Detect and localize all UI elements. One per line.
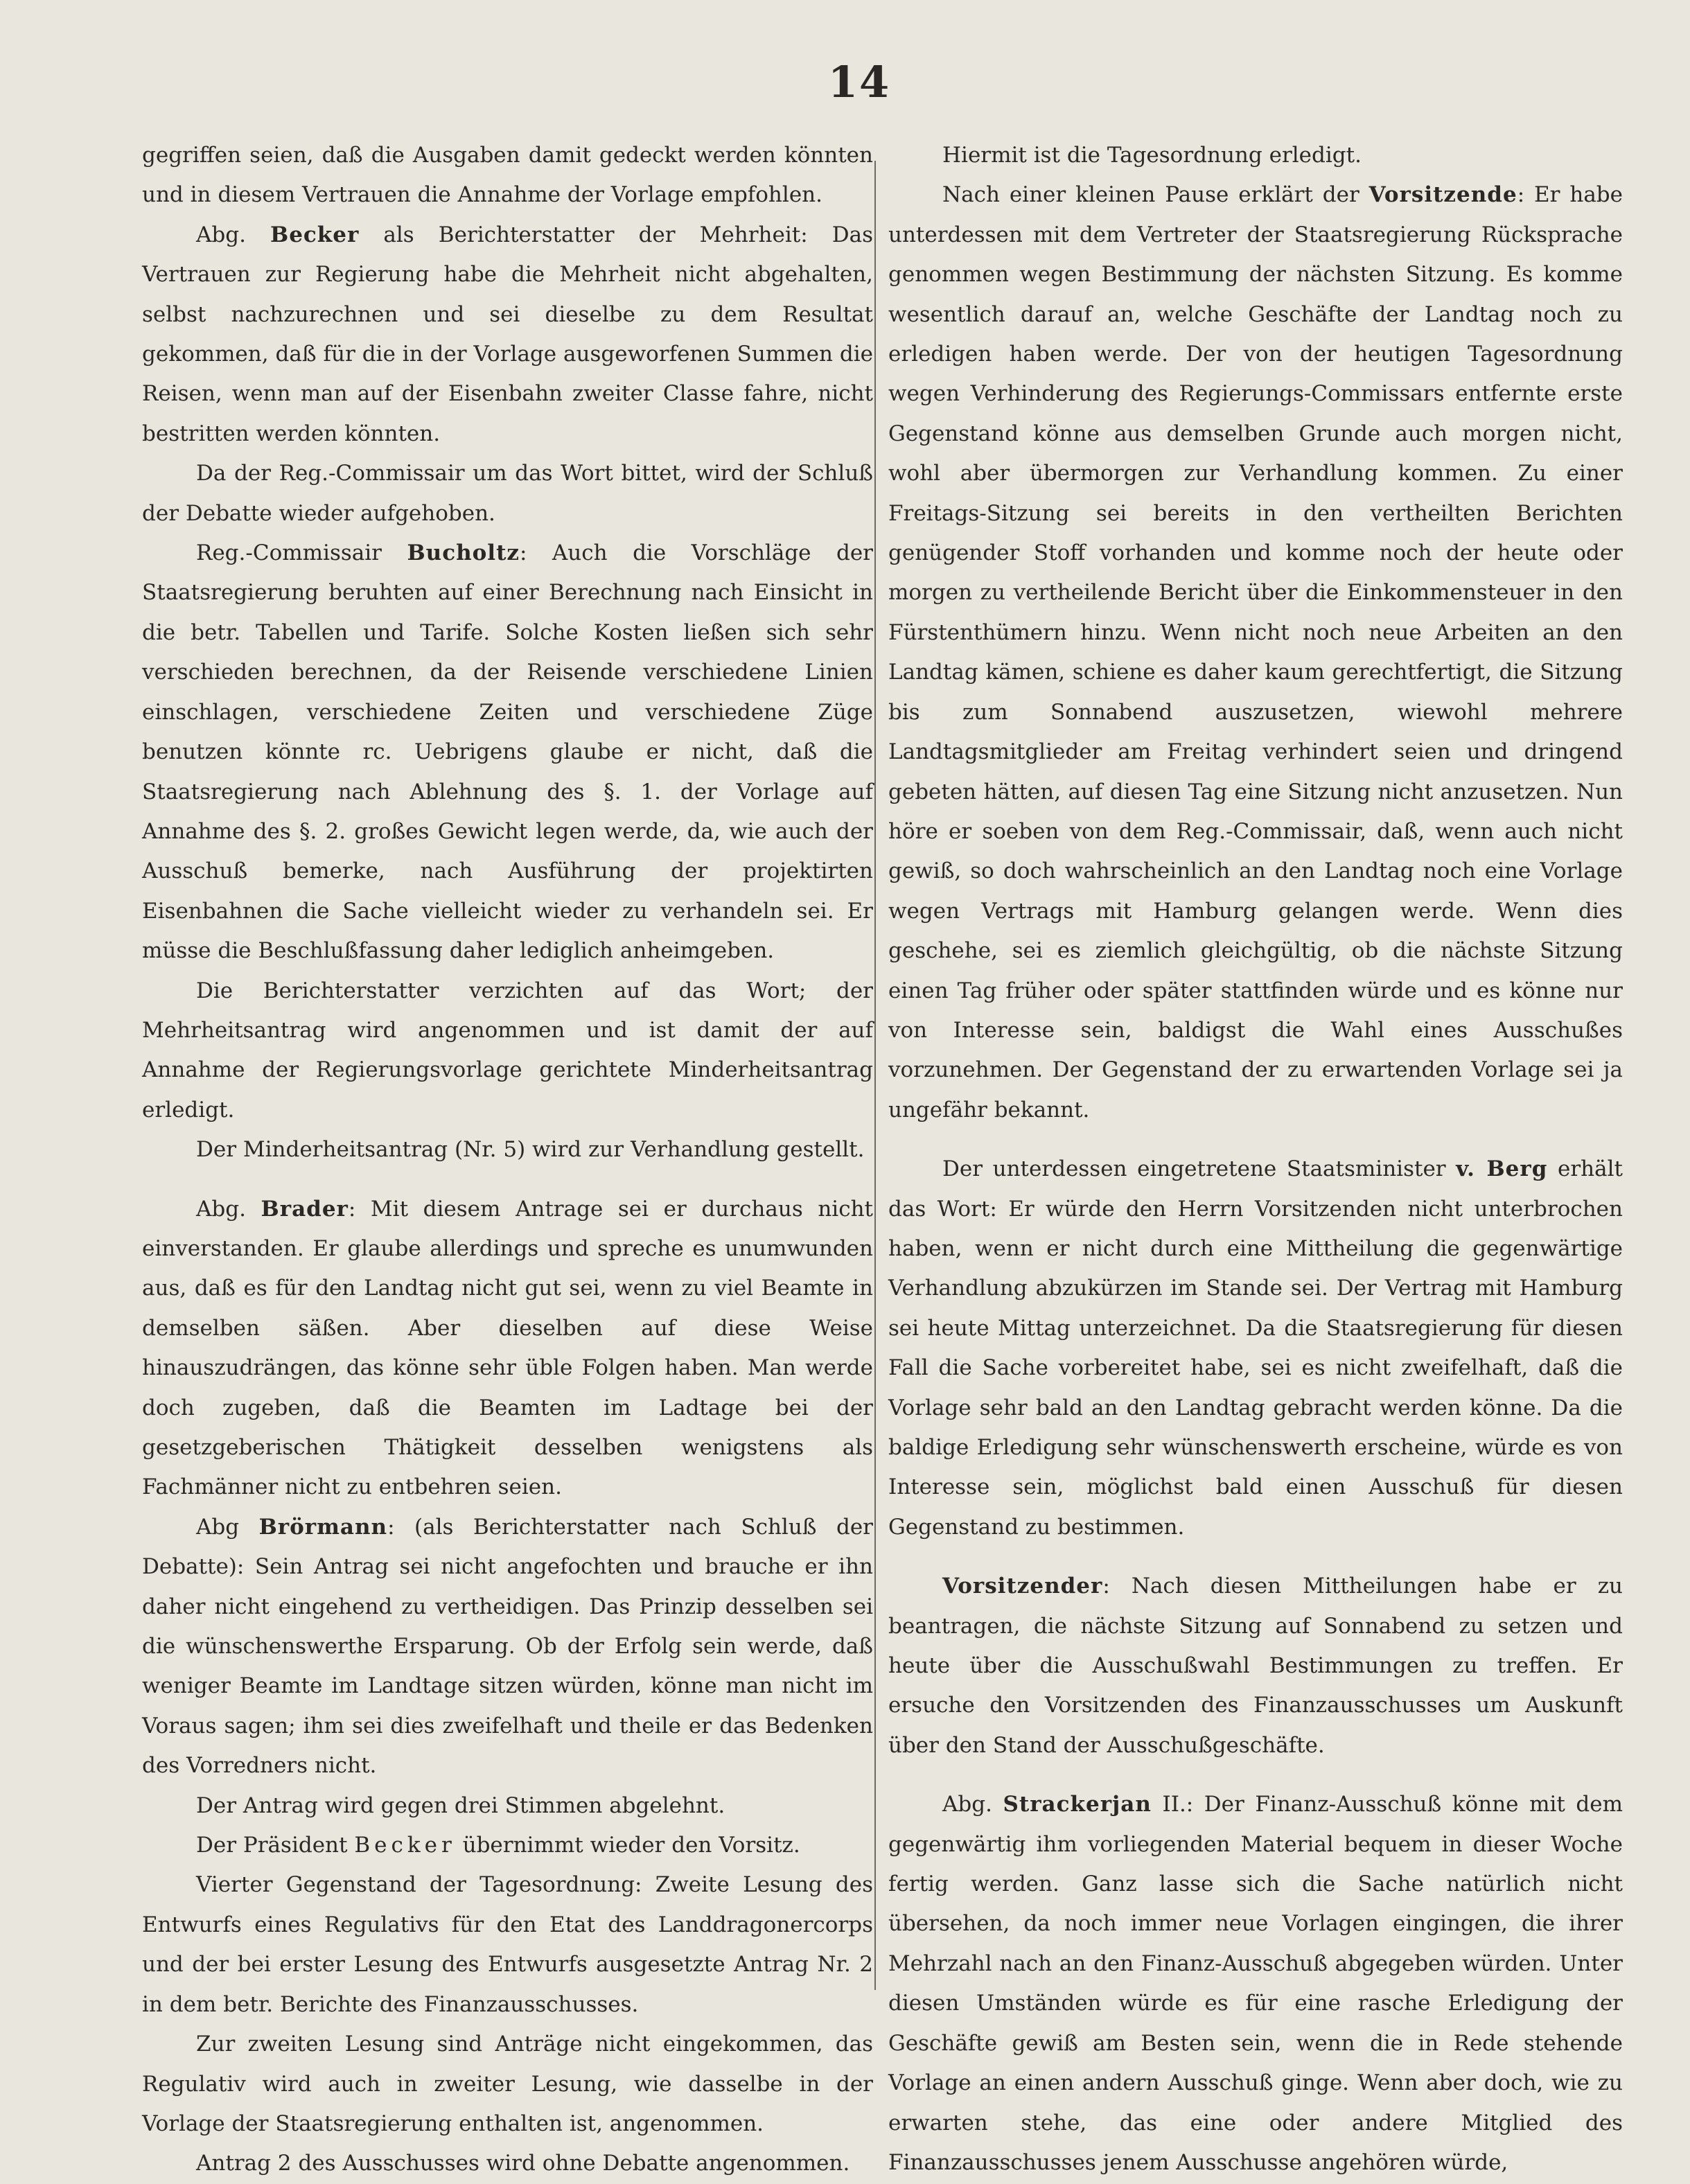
right-column (888, 136, 1623, 2175)
paragraph (888, 136, 1623, 175)
column-divider (874, 161, 876, 1990)
speaker-name: Becker (270, 222, 360, 247)
paragraph-text: Der unterdessen eingetretene Staatsminister (942, 1156, 1456, 1182)
speaker-name: Brörmann (258, 1514, 388, 1540)
paragraph-text: Die Berichterstatter verzichten auf das Wort; der Mehrheitsantrag wird angenommen und ist damit der auf Annahme der Regierungsvorlage gerichtete Minderheitsantrag erledigt. (142, 978, 873, 1122)
paragraph-text: Abg (196, 1514, 259, 1540)
speaker-name: Brader (261, 1196, 349, 1222)
paragraph-text: : (als Berichterstatter nach Schluß der Debatte): Sein Antrag sei nicht angefochten und brauche er ihn daher nicht eingehend zu vertheidigen. Das Prinzip desselben sei die wünschenswerthe Ersparung. Ob der Erfolg sein werde, daß weniger Beamte im Landtage sitzen würden, könne man nicht im Voraus sagen; ihm sei dies zweifelhaft und theile er das Bedenken des Vorredners nicht. (142, 1514, 873, 1779)
paragraph-text: Abg. (942, 1792, 1003, 1817)
paragraph-text: Antrag 2 des Ausschusses wird ohne Debatte angenommen. (196, 2151, 850, 2176)
paragraph-text: Der Präsident (196, 1833, 355, 1858)
paragraph (142, 1190, 873, 1508)
paragraph-text: Der Antrag wird gegen drei Stimmen abgelehnt. (196, 1793, 725, 1818)
paragraph (888, 1567, 1623, 1765)
paragraph (888, 1785, 1623, 2183)
paragraph-text: Abg. (196, 1196, 261, 1222)
speaker-name: Vorsitzender (942, 1574, 1103, 1599)
paragraph-text: Nach einer kleinen Pause erklärt der (942, 182, 1369, 208)
paragraph-text: Zur zweiten Lesung sind Anträge nicht eingekommen, das Regulativ wird auch in zweiter Lesung, wie dasselbe in der Vorlage der Staatsregierung enthalten ist, angenommen. (142, 2032, 873, 2136)
paragraph-text: Der Minderheitsantrag (Nr. 5) wird zur Verhandlung gestellt. (196, 1137, 865, 1163)
paragraph (142, 971, 873, 1131)
paragraph-text: : Er habe unterdessen mit dem Vertreter der Staatsregierung Rücksprache genommen wegen Bestimmung der nächsten Sitzung. Es komme wesentlich darauf an, welche Geschäfte der Landtag noch zu erledigen haben werde. Der von der heutigen Tagesordnung wegen Verhinderung des Regierungs-Commissars entfernte erste Gegenstand könne aus demselben Grunde auch morgen nicht, wohl aber übermorgen zur Verhandlung kommen. Zu einer Freitags-Sitzung sei bereits in den vertheilten Berichten genügender Stoff vorhanden und komme noch der heute oder morgen zu vertheilende Bericht über die Einkommensteuer in den Fürstenthümern hinzu. Wenn nicht noch neue Arbeiten an den Landtag kämen, schiene es daher kaum gerechtfertigt, die Sitzung bis zum Sonnabend auszusetzen, wiewohl mehrere Landtagsmitglieder am Freitag verhindert seien und dringend gebeten hätten, auf diesen Tag eine Sitzung nicht anzusetzen. Nun höre er soeben von dem Reg.-Commissair, daß, wenn auch nicht gewiß, so doch wahrscheinlich an den Landtag noch eine Vorlage wegen Vertrags mit Hamburg gelangen werde. Wenn dies geschehe, sei es ziemlich gleichgültig, ob die nächste Sitzung einen Tag früher oder später stattfinden würde und es könne nur von Interesse sein, baldigst die Wahl eines Ausschußes vorzunehmen. Der Gegenstand der zu erwartenden Vorlage sei ja ungefähr bekannt. (888, 182, 1623, 1122)
speaker-name: Becker (354, 1833, 456, 1858)
speaker-name: Vorsitzende (1368, 182, 1517, 208)
paragraph-text: als Berichterstatter der Mehrheit: Das Vertrauen zur Regierung habe die Mehrheit nicht abgehalten, selbst nachzurechnen und sei dieselbe zu dem Resultat gekommen, daß für die in der Vorlage ausgeworfenen Summen die Reisen, wenn man auf der Eisenbahn zweiter Classe fahre, nicht bestritten werden könnten. (142, 222, 873, 446)
paragraph (142, 215, 873, 454)
paragraph (142, 1826, 873, 1865)
paragraph (142, 454, 873, 534)
paragraph (142, 1786, 873, 1826)
paragraph (888, 1150, 1623, 1547)
paragraph (142, 1508, 873, 1786)
paragraph-text: II.: Der Finanz-Ausschuß könne mit dem gegenwärtig ihm vorliegenden Material bequem in dieser Woche fertig werden. Ganz lasse sich die Sache natürlich nicht übersehen, da noch immer neue Vorlagen eingingen, die ihrer Mehrzahl nach an den Finanz-Ausschuß abgegeben würden. Unter diesen Umständen würde es für eine rasche Erledigung der Geschäfte gewiß am Besten sein, wenn die in Rede stehende Vorlage an einen andern Ausschuß ginge. Wenn aber doch, wie zu erwarten stehe, das eine oder andere Mitglied des Finanzausschusses jenem Ausschusse angehören würde, (888, 1792, 1623, 2175)
paragraph-text: Reg.-Commissair (196, 540, 407, 566)
left-column (142, 136, 873, 2176)
page-number: 14 (827, 57, 891, 107)
paragraph (142, 136, 873, 215)
paragraph (142, 1130, 873, 1170)
paragraph-text: erhält das Wort: Er würde den Herrn Vorsitzenden nicht unterbrochen haben, wenn er nicht durch eine Mittheilung die gegenwärtige Verhandlung abzukürzen im Stande sei. Der Vertrag mit Hamburg sei heute Mittag unterzeichnet. Da die Staatsregierung für diesen Fall die Sache vorbereitet habe, sei es nicht zweifelhaft, daß die Vorlage sehr bald an den Landtag gebracht werden könne. Da die baldige Erledigung sehr wünschenswerth erscheine, würde es von Interesse sein, möglichst bald einen Ausschuß für diesen Gegenstand zu bestimmen. (888, 1156, 1623, 1540)
paragraph (142, 2025, 873, 2144)
paragraph-text: Abg. (196, 222, 270, 247)
paragraph (888, 175, 1623, 1130)
paragraph-text: Da der Reg.-Commissair um das Wort bittet, wird der Schluß der Debatte wieder aufgehoben. (142, 461, 873, 526)
paragraph (142, 2144, 873, 2183)
speaker-name: Bucholtz (407, 540, 520, 566)
paragraph-text: Hiermit ist die Tagesordnung erledigt. (942, 143, 1362, 168)
speaker-name: v. Berg (1456, 1156, 1548, 1182)
paragraph-text: : Nach diesen Mittheilungen habe er zu beantragen, die nächste Sitzung auf Sonnabend zu setzen und heute über die Ausschußwahl Bestimmungen zu treffen. Er ersuche den Vorsitzenden des Finanzausschusses um Auskunft über den Stand der Ausschußgeschäfte. (888, 1574, 1623, 1758)
paragraph (142, 1865, 873, 2025)
paragraph (142, 534, 873, 971)
paragraph-text: gegriffen seien, daß die Ausgaben damit gedeckt werden könnten und in diesem Vertrauen die Annahme der Vorlage empfohlen. (142, 143, 873, 208)
paragraph-text: : Mit diesem Antrage sei er durchaus nicht einverstanden. Er glaube allerdings und spreche es unumwunden aus, daß es für den Landtag nicht gut sei, wenn zu viel Beamte in demselben säßen. Aber dieselben auf diese Weise hinauszudrängen, das könne sehr üble Folgen haben. Man werde doch zugeben, daß die Beamten im Ladtage bei der gesetzgeberischen Thätigkeit desselben wenigstens als Fachmänner nicht zu entbehren seien. (142, 1196, 873, 1500)
paragraph-text: : Auch die Vorschläge der Staatsregierung beruhten auf einer Berechnung nach Einsicht in die betr. Tabellen und Tarife. Solche Kosten ließen sich sehr verschieden berechnen, da der Reisende verschiedene Linien einschlagen, verschiedene Zeiten und verschiedene Züge benutzen könnte rc. Uebrigens glaube er nicht, daß die Staatsregierung nach Ablehnung des §. 1. der Vorlage auf Annahme des §. 2. großes Gewicht legen werde, da, wie auch der Ausschuß bemerke, nach Ausführung der projektirten Eisenbahnen die Sache vielleicht wieder zu verhandeln sei. Er müsse die Beschlußfassung daher lediglich anheimgeben. (142, 540, 873, 964)
paragraph-text: Vierter Gegenstand der Tagesordnung: Zweite Lesung des Entwurfs eines Regulativs für den Etat des Landdragonercorps und der bei erster Lesung des Entwurfs ausgesetzte Antrag Nr. 2 in dem betr. Berichte des Finanzausschusses. (142, 1872, 873, 2017)
speaker-name: Strackerjan (1003, 1792, 1152, 1817)
paragraph-text: übernimmt wieder den Vorsitz. (455, 1833, 800, 1858)
